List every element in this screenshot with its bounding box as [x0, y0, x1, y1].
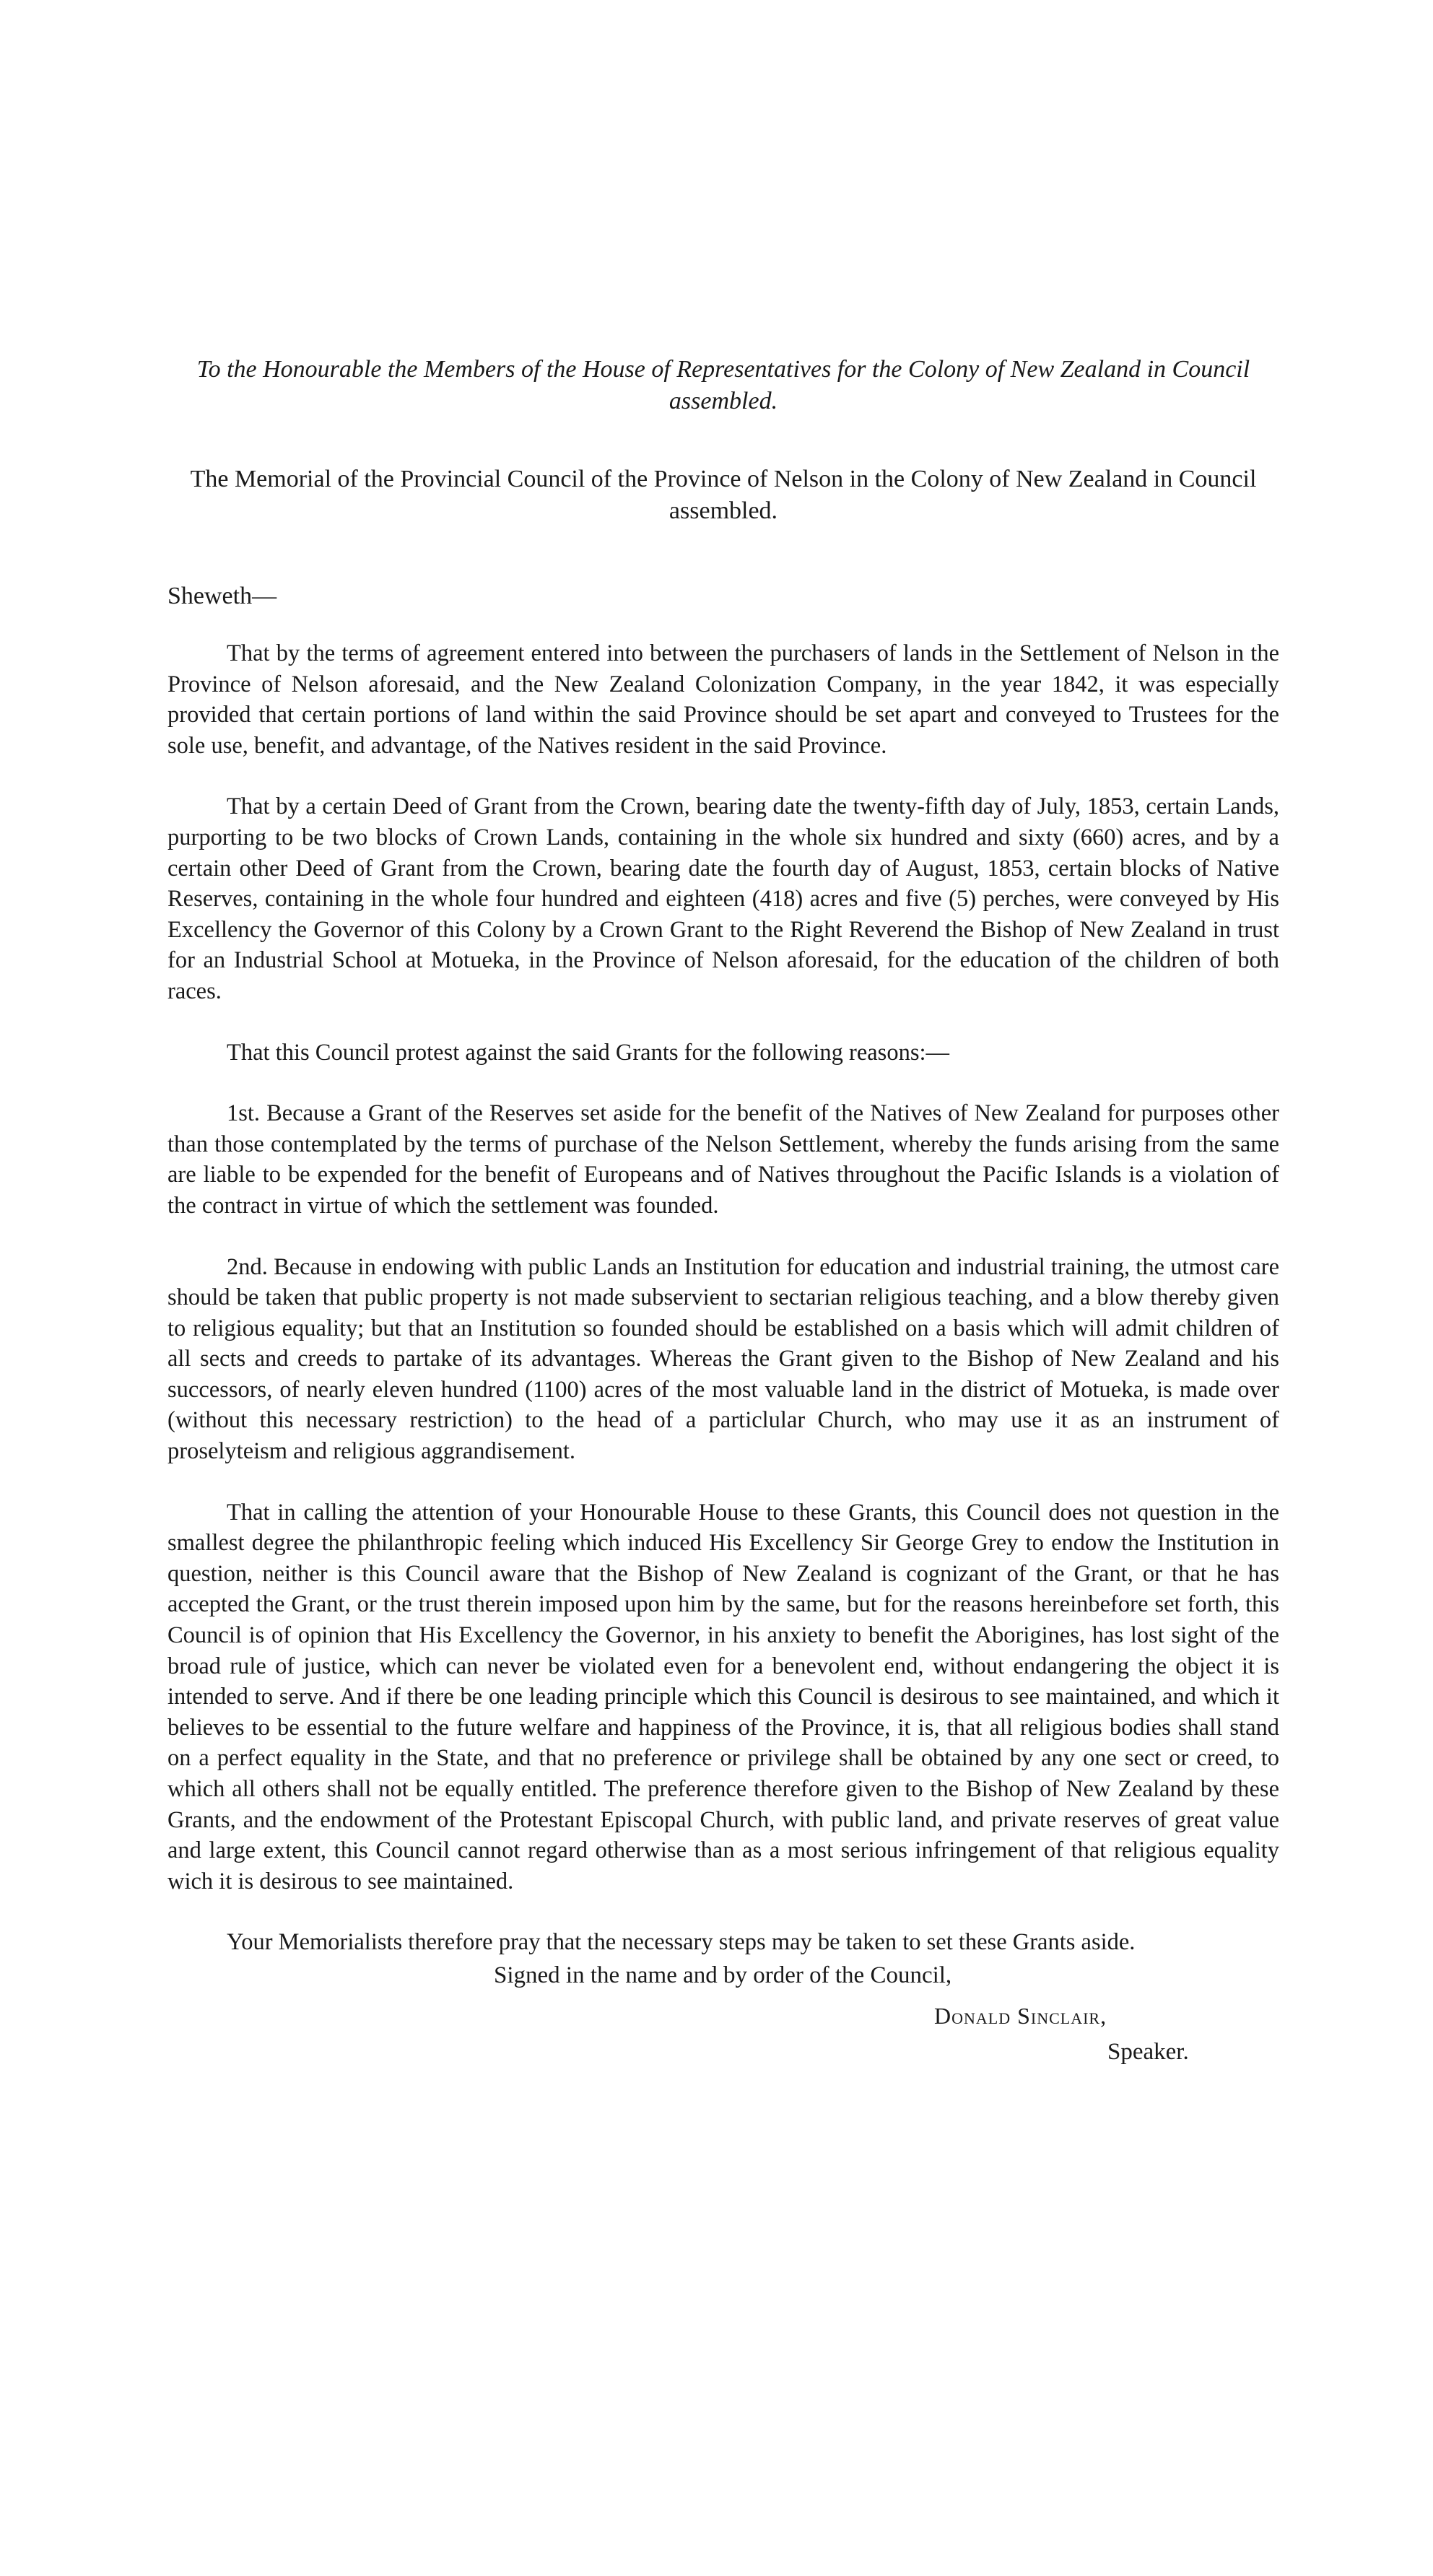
signed-line: Signed in the name and by order of the Council,	[494, 1962, 952, 1988]
paragraph-calling-attention: That in calling the attention of your Honourable House to these Grants, this Council does not question in the smallest degree the philanthropic feeling which induced His Excellency Sir George Grey to endow the Institution in question, neither is this Council aware that the Bishop of New Zealand is cognizant of the Grant, or that he has accepted the Grant, or the trust therein imposed upon him by the same, but for the reasons hereinbefore set forth, this Council is of opinion that His Excellency the Governor, in his anxiety to benefit the Aborigines, has lost sight of the broad rule of justice, which can never be violated even for a benevolent end, without endangering the object it is intended to serve. And if there be one leading principle which this Council is desirous to see maintained, and which it believes to be essential to the future welfare and happiness of the Province, it is, that all religious bodies shall stand on a perfect equality in the State, and that no preference or privilege shall be obtained by any one sect or creed, to which all others shall not be equally entitled. The preference therefore given to the Bishop of New Zealand by these Grants, and the endowment of the Protestant Episcopal Church, with public land, and private reserves of great value and large extent, this Council cannot regard otherwise than as a most serious infringement of that religious equality wich it is desirous to see maintained.	[167, 1499, 1279, 1894]
paragraph-reason-first: 1st. Because a Grant of the Reserves set aside for the benefit of the Natives of New Zealand for purposes other than those contemplated by the terms of purchase of the Nelson Settlement, whereby the funds arising from the same are liable to be expended for the benefit of Europeans and of Natives throughout the Pacific Islands is a violation of the contract in virtue of which the settlement was founded.	[167, 1100, 1279, 1219]
signer-title: Speaker.	[1107, 2038, 1189, 2065]
paragraph-reason-second: 2nd. Because in endowing with public Lands an Institution for education and industrial training, the utmost care should be taken that public property is not made subservient to sectarian religious teaching, and a blow thereby given to religious equality; but that an Institution so founded should be established on a basis which will admit children of all sects and creeds to partake of its advantages. Whereas the Grant given to the Bishop of New Zealand and his successors, of nearly eleven hundred (1100) acres of the most valuable land in the district of Motueka, is made over (without this necessary restriction) to the head of a particlular Church, who may use it as an instrument of proselyteism and religious aggrandisement.	[167, 1253, 1279, 1465]
memorial-title: The Memorial of the Provincial Council of the Province of Nelson in the Colony of New Zealand in Council assembled.	[190, 466, 1257, 524]
paragraph-deed-of-grant: That by a certain Deed of Grant from the Crown, bearing date the twenty-fifth day of July, 1853, certain Lands, purporting to be two blocks of Crown Lands, containing in the whole six hundred and sixty (660) acres, and by a certain other Deed of Grant from the Crown, bearing date the fourth day of August, 1853, certain blocks of Native Reserves, containing in the whole four hundred and eighteen (418) acres and five (5) perches, were conveyed by His Excellency the Governor of this Colony by a Crown Grant to the Right Reverend the Bishop of New Zealand in trust for an Industrial School at Motueka, in the Province of Nelson aforesaid, for the education of the children of both races.	[167, 793, 1279, 1004]
memorial-page	[167, 354, 1279, 2068]
paragraph-agreement: That by the terms of agreement entered into between the purchasers of lands in the Settlement of Nelson in the Province of Nelson aforesaid, and the New Zealand Colonization Company, in the year 1842, it was especially provided that certain portions of land within the said Province should be set apart and conveyed to Trustees for the sole use, benefit, and advantage, of the Natives resident in the said Province.	[167, 640, 1279, 759]
paragraph-protest: That this Council protest against the said Grants for the following reasons:—	[227, 1039, 949, 1066]
paragraph-prayer: Your Memorialists therefore pray that the necessary steps may be taken to set these Grants aside.	[227, 1929, 1136, 1956]
signer-name: Donald Sinclair,	[934, 2002, 1107, 2029]
salutation: Sheweth—	[167, 583, 277, 609]
document-heading: To the Honourable the Members of the House of Representatives for the Colony of New Zealand in Council assembled.	[196, 356, 1250, 414]
